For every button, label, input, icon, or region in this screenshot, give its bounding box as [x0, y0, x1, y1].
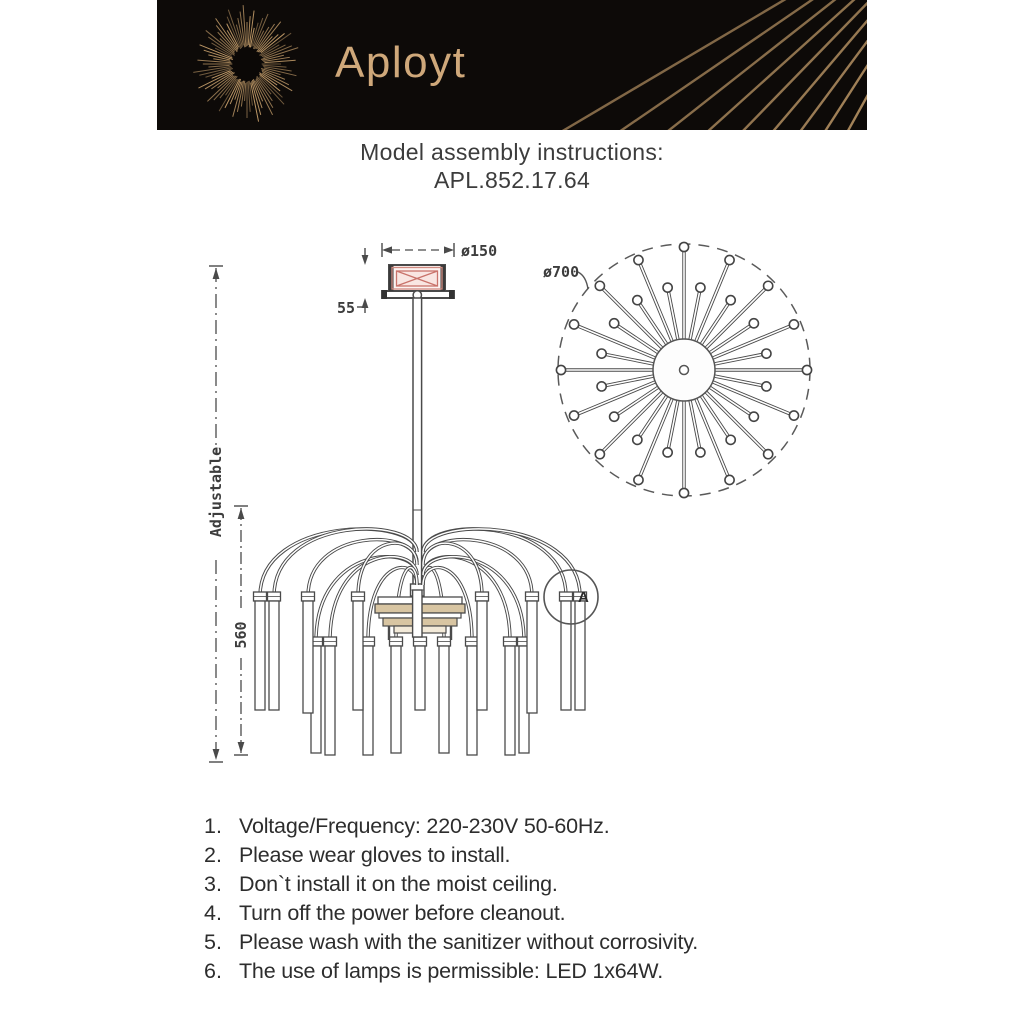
instruction-text: The use of lamps is permissible: LED 1x64W. — [239, 959, 663, 983]
instruction-item — [192, 928, 912, 957]
dim-body-height: 560 — [232, 621, 250, 649]
model-number: APL.852.17.64 — [433, 167, 591, 193]
instruction-number: 3. — [204, 872, 222, 896]
instruction-text: Please wear gloves to install. — [239, 843, 511, 867]
dim-canopy-height: 55 — [336, 299, 355, 317]
instruction-number: 4. — [204, 901, 222, 925]
page-title: Model assembly instructions: — [360, 139, 664, 165]
instruction-item — [192, 841, 912, 870]
instruction-number: 6. — [204, 959, 222, 983]
top-view-drawing — [556, 242, 811, 497]
instruction-item — [192, 812, 912, 841]
instruction-text: Voltage/Frequency: 220-230V 50-60Hz. — [239, 814, 610, 838]
sunburst-logo-icon — [193, 5, 298, 122]
instruction-item — [192, 899, 912, 928]
instruction-number: 1. — [204, 814, 222, 838]
canopy-drawing — [382, 265, 454, 299]
brand-logo-text: Aployt — [335, 38, 467, 87]
brand-banner — [157, 0, 867, 130]
instruction-number: 2. — [204, 843, 222, 867]
detail-a-label: A — [578, 589, 589, 606]
dim-canopy-diameter: ø150 — [461, 242, 498, 260]
instructions-list — [192, 812, 912, 986]
instruction-text: Don`t install it on the moist ceiling. — [239, 872, 558, 896]
instruction-text: Turn off the power before cleanout. — [239, 901, 566, 925]
instruction-item — [192, 870, 912, 899]
central-hub-drawing — [375, 590, 465, 640]
title-block — [0, 138, 1024, 194]
dim-top-diameter: ø700 — [543, 263, 580, 281]
banner-art — [157, 0, 867, 130]
assembly-diagram — [0, 210, 1024, 810]
instruction-item — [192, 957, 912, 986]
instruction-text: Please wash with the sanitizer without corrosivity. — [239, 930, 699, 954]
instruction-number: 5. — [204, 930, 222, 954]
dim-adjustable-label: Adjustable — [207, 446, 225, 538]
